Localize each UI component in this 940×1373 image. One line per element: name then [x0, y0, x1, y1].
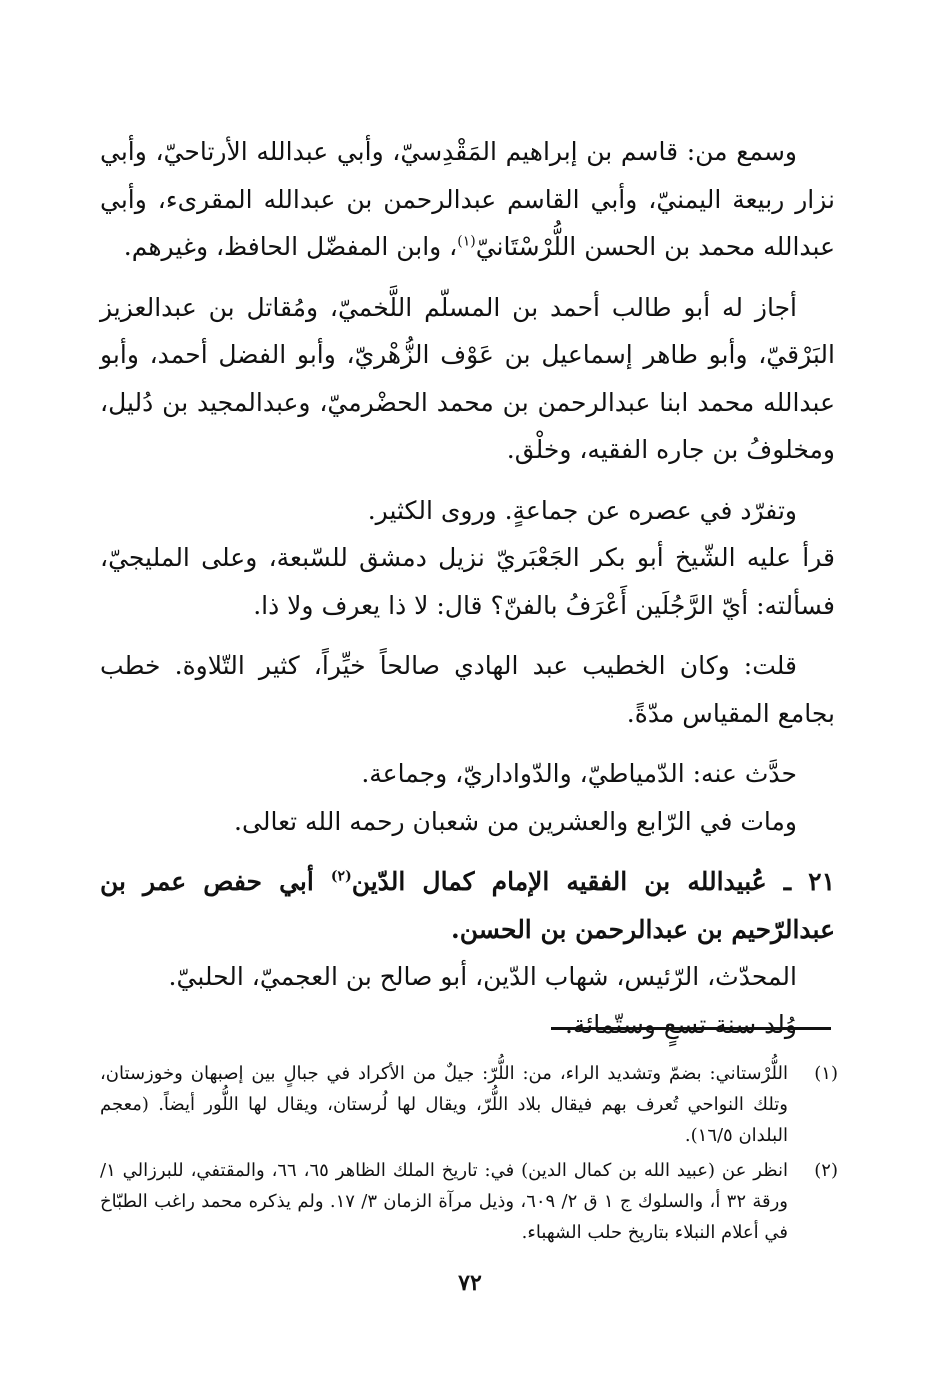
page-number: ٧٢	[458, 1270, 482, 1296]
footnote-ref-1[interactable]: (١)	[457, 233, 476, 250]
footnote-text: اللُّرْستاني: بضمّ وتشديد الراء، من: اللُّرّ: جيلٌ من الأكراد في جبالٍ بين إصبهان وخوزستان، وتلك النواحي تُعرف بهم فيقال بلاد اللُّرّ، ويقال لها لُرستان، ويقال لها اللُّور أيضاً. (معجم البلدان ١٦/٥).	[100, 1063, 788, 1146]
entry-heading-name: ٢١ ـ عُبيدالله بن الفقيه الإمام كمال الدّين	[351, 867, 836, 896]
paragraph-death: ومات في الرّابع والعشرين من شعبان رحمه الله تعالى.	[234, 806, 797, 836]
footnotes	[100, 1058, 838, 1252]
paragraph-titles: المحدّث، الرّئيس، شهاب الدّين، أبو صالح بن العجميّ، الحلبيّ.	[168, 962, 797, 991]
paragraph-author-note: قلت: وكان الخطيب عبد الهادي صالحاً خيِّراً، كثير التّلاوة. خطب بجامع المقياس مدّةً.	[100, 651, 835, 728]
footnote-divider	[551, 1027, 831, 1030]
entry-heading	[100, 858, 835, 953]
footnote-text: انظر عن (عبيد الله بن كمال الدين) في: تاريخ الملك الظاهر ٦٥، ٦٦، والمقتفي، للبرزالي ١/ ورقة ٣٢ أ، والسلوك ج ١ ق ٢/ ٦٠٩، وذيل مرآة الزمان ٣/ ١٧. ولم يذكره محمد راغب الطبّاخ في أعلام النبلاء بتاريخ حلب الشهباء.	[100, 1160, 788, 1243]
entry-heading-lineage: أبي حفص عمر بن عبدالرّحيم بن عبدالرحمن بن الحسن.	[100, 867, 835, 944]
paragraph-licensed-by: أجاز له أبو طالب أحمد بن المسلّم اللَّخميّ، ومُقاتل بن عبدالعزيز البَرْقيّ، وأبو طاهر إسماعيل بن عَوْف الزُّهْريّ، وأبو الفضل أحمد، وأبو عبدالله محمد ابنا عبدالرحمن بن محمد الحضْرميّ، وعبدالمجيد بن دُليل، ومخلوفُ بن جاره الفقيه، وخلْق.	[100, 292, 835, 464]
paragraph-read-before: قرأ عليه الشّيخ أبو بكر الجَعْبَريّ نزيل دمشق للسّبعة، وعلى المليجيّ، فسألته: أيّ الرَّجُلَين أَعْرَفُ بالفنّ؟ قال: لا ذا يعرف ولا ذا.	[100, 543, 835, 620]
footnote-number: (١)	[814, 1063, 838, 1084]
footnote-ref-2[interactable]: (٢)	[330, 868, 352, 885]
paragraph-unique: وتفرّد في عصره عن جماعةٍ. وروى الكثير.	[367, 495, 797, 525]
paragraph-text: وسمع من: قاسم بن إبراهيم المَقْدِسيّ، وأبي عبدالله الأرتاحيّ، وأبي نزار ربيعة اليمنيّ، وأبي القاسم عبدالرحمن بن عبدالله المقرىء، وأبي عبدالله محمد بن الحسن اللُّرْسْتَانيّ	[100, 137, 835, 261]
paragraph-heard-from	[100, 128, 835, 271]
main-text	[100, 128, 835, 1048]
footnote-2	[100, 1155, 838, 1248]
footnote-number: (٢)	[814, 1160, 838, 1181]
paragraph-text: ، وابن المفضّل الحافظ، وغيرهم.	[123, 232, 458, 261]
footnote-1	[100, 1058, 838, 1151]
paragraph-birth: وُلد سنة تسعٍ وستّمائة.	[564, 1009, 797, 1039]
paragraph-narrated: حدَّث عنه: الدّمياطيّ، والدّواداريّ، وجماعة.	[361, 759, 797, 788]
